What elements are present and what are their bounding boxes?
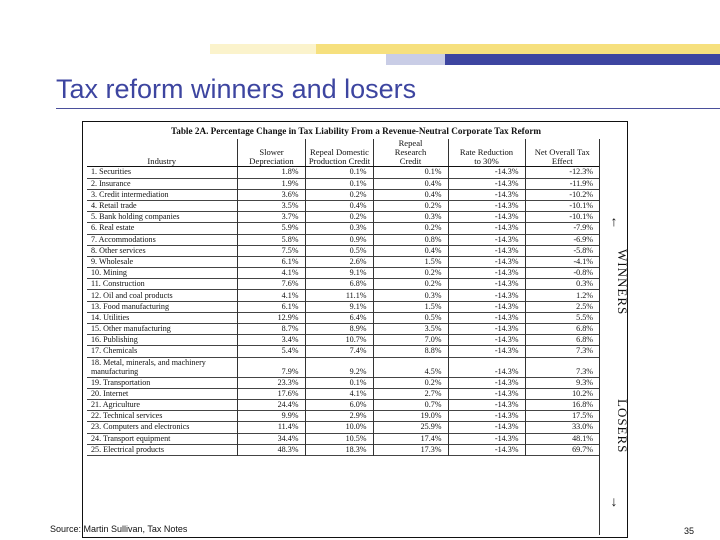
cell-net-overall: -5.8% — [573, 245, 593, 255]
cell-slower-depreciation: 3.5% — [237, 200, 305, 211]
cell-repeal-research: 0.8% — [373, 234, 448, 245]
cell-repeal-domestic: 0.2% — [305, 189, 373, 200]
table-row — [87, 245, 599, 256]
cell-industry: 9. Wholesale — [87, 256, 237, 267]
header-repeal-domestic: Repeal Domestic Production Credit — [305, 139, 373, 167]
cell-repeal-research: 0.5% — [373, 312, 448, 323]
table-row — [87, 422, 599, 433]
cell-industry: 20. Internet — [87, 388, 237, 399]
cell-slower-depreciation: 23.3% — [237, 377, 305, 388]
cell-repeal-domestic: 0.4% — [305, 200, 373, 211]
cell-industry: 12. Oil and coal products — [87, 290, 237, 301]
cell-repeal-domestic: 0.5% — [305, 245, 373, 256]
cell-slower-depreciation: 34.4% — [237, 433, 305, 444]
cell-rate-reduction: -14.3% — [448, 200, 525, 211]
cell-repeal-research: 0.2% — [373, 200, 448, 211]
cell-repeal-domestic: 6.8% — [305, 279, 373, 290]
cell-industry: 1. Securities — [87, 167, 237, 178]
cell-repeal-domestic: 18.3% — [305, 444, 373, 455]
cell-rate-reduction: -14.3% — [448, 346, 525, 357]
cell-industry: 6. Real estate — [87, 223, 237, 234]
cell-industry: 15. Other manufacturing — [87, 324, 237, 335]
cell-slower-depreciation: 1.9% — [237, 178, 305, 189]
cell-repeal-research: 0.3% — [373, 212, 448, 223]
cell-repeal-research: 0.4% — [373, 245, 448, 256]
cell-repeal-domestic: 9.2% — [305, 357, 373, 377]
title-underline — [56, 108, 720, 109]
cell-rate-reduction: -14.3% — [448, 377, 525, 388]
cell-repeal-domestic: 10.0% — [305, 422, 373, 433]
cell-rate-reduction: -14.3% — [448, 234, 525, 245]
cell-net-overall: -10.2% — [569, 189, 593, 199]
cell-industry: 14. Utilities — [87, 312, 237, 323]
cell-industry: 18. Metal, minerals, and machinery manufacturing — [87, 357, 237, 377]
cell-industry: 16. Publishing — [87, 335, 237, 346]
cell-rate-reduction: -14.3% — [448, 178, 525, 189]
arrow-up-icon: ↑ — [610, 213, 618, 229]
slide-title: Tax reform winners and losers — [56, 74, 417, 104]
table-row — [87, 411, 599, 422]
cell-net-overall: -0.8% — [573, 268, 593, 278]
cell-net-overall: -11.9% — [569, 178, 593, 188]
cell-slower-depreciation: 1.8% — [237, 167, 305, 178]
cell-net-overall: 6.8% — [576, 324, 593, 334]
cell-rate-reduction: -14.3% — [448, 357, 525, 377]
cell-net-overall: 16.8% — [572, 400, 593, 410]
table-row — [87, 268, 599, 279]
cell-rate-reduction: -14.3% — [448, 388, 525, 399]
cell-slower-depreciation: 8.7% — [237, 324, 305, 335]
table-row — [87, 223, 599, 234]
cell-rate-reduction: -14.3% — [448, 399, 525, 410]
cell-industry: 19. Transportation — [87, 377, 237, 388]
cell-repeal-research: 1.5% — [373, 301, 448, 312]
cell-net-overall: 2.5% — [576, 301, 593, 311]
cell-rate-reduction: -14.3% — [448, 290, 525, 301]
cell-rate-reduction: -14.3% — [448, 433, 525, 444]
cell-repeal-research: 2.7% — [373, 388, 448, 399]
table-row — [87, 189, 599, 200]
table-row — [87, 388, 599, 399]
cell-net-overall: -4.1% — [573, 256, 593, 266]
cell-repeal-research: 0.7% — [373, 399, 448, 410]
cell-net-overall: 10.2% — [572, 388, 593, 398]
tax-table-figure — [82, 121, 628, 538]
cell-rate-reduction: -14.3% — [448, 268, 525, 279]
table-row — [87, 357, 599, 377]
cell-rate-reduction: -14.3% — [448, 324, 525, 335]
cell-net-overall: 0.3% — [576, 279, 593, 289]
cell-slower-depreciation: 5.9% — [237, 223, 305, 234]
table-row — [87, 346, 599, 357]
cell-slower-depreciation: 7.6% — [237, 279, 305, 290]
cell-slower-depreciation: 4.1% — [237, 290, 305, 301]
table-row — [87, 290, 599, 301]
cell-rate-reduction: -14.3% — [448, 256, 525, 267]
cell-net-overall: 69.7% — [572, 444, 593, 454]
cell-repeal-research: 17.4% — [373, 433, 448, 444]
table-row — [87, 234, 599, 245]
cell-slower-depreciation: 48.3% — [237, 444, 305, 455]
cell-rate-reduction: -14.3% — [448, 444, 525, 455]
cell-repeal-research: 4.5% — [373, 357, 448, 377]
cell-industry: 10. Mining — [87, 268, 237, 279]
cell-slower-depreciation: 17.6% — [237, 388, 305, 399]
cell-net-overall: 6.8% — [576, 335, 593, 345]
header-decoration-pale — [210, 44, 320, 54]
table-row — [87, 312, 599, 323]
cell-net-overall: -6.9% — [573, 234, 593, 244]
cell-slower-depreciation: 11.4% — [237, 422, 305, 433]
cell-repeal-domestic: 0.9% — [305, 234, 373, 245]
cell-net-overall: 17.5% — [572, 411, 593, 421]
cell-rate-reduction: -14.3% — [448, 223, 525, 234]
cell-industry: 3. Credit intermediation — [87, 189, 237, 200]
cell-industry: 7. Accommodations — [87, 234, 237, 245]
cell-repeal-domestic: 6.0% — [305, 399, 373, 410]
cell-slower-depreciation: 5.4% — [237, 346, 305, 357]
cell-repeal-research: 19.0% — [373, 411, 448, 422]
table-row — [87, 335, 599, 346]
cell-repeal-domestic: 2.6% — [305, 256, 373, 267]
table-row — [87, 433, 599, 444]
winners-label: WINNERS — [615, 249, 630, 316]
cell-repeal-research: 0.1% — [373, 167, 448, 178]
cell-repeal-domestic: 0.1% — [305, 167, 373, 178]
cell-net-overall: 7.3% — [576, 366, 593, 376]
cell-repeal-research: 8.8% — [373, 346, 448, 357]
cell-repeal-domestic: 0.2% — [305, 212, 373, 223]
cell-repeal-research: 0.2% — [373, 268, 448, 279]
cell-repeal-research: 0.3% — [373, 290, 448, 301]
cell-net-overall: 7.3% — [576, 346, 593, 356]
header-decoration-navy — [445, 54, 720, 65]
table-row — [87, 212, 599, 223]
cell-net-overall: -10.1% — [569, 201, 593, 211]
cell-repeal-research: 0.2% — [373, 377, 448, 388]
cell-rate-reduction: -14.3% — [448, 312, 525, 323]
cell-repeal-research: 0.2% — [373, 223, 448, 234]
cell-industry: 11. Construction — [87, 279, 237, 290]
table-row — [87, 377, 599, 388]
cell-industry: 13. Food manufacturing — [87, 301, 237, 312]
cell-net-overall: 1.2% — [576, 290, 593, 300]
table-row — [87, 444, 599, 455]
cell-net-overall: 9.3% — [576, 377, 593, 387]
cell-net-overall: -7.9% — [573, 223, 593, 233]
cell-slower-depreciation: 5.8% — [237, 234, 305, 245]
cell-industry: 17. Chemicals — [87, 346, 237, 357]
table-row — [87, 399, 599, 410]
cell-slower-depreciation: 4.1% — [237, 268, 305, 279]
cell-slower-depreciation: 24.4% — [237, 399, 305, 410]
cell-rate-reduction: -14.3% — [448, 167, 525, 178]
cell-repeal-domestic: 6.4% — [305, 312, 373, 323]
cell-repeal-research: 0.4% — [373, 189, 448, 200]
table-row — [87, 301, 599, 312]
cell-repeal-research: 0.2% — [373, 279, 448, 290]
cell-repeal-research: 7.0% — [373, 335, 448, 346]
header-rate-reduction: Rate Reduction to 30% — [448, 139, 525, 167]
cell-slower-depreciation: 12.9% — [237, 312, 305, 323]
cell-repeal-domestic: 0.1% — [305, 178, 373, 189]
cell-repeal-domestic: 4.1% — [305, 388, 373, 399]
cell-rate-reduction: -14.3% — [448, 212, 525, 223]
cell-repeal-research: 17.3% — [373, 444, 448, 455]
cell-net-overall: 5.5% — [576, 312, 593, 322]
cell-rate-reduction: -14.3% — [448, 335, 525, 346]
cell-repeal-domestic: 9.1% — [305, 301, 373, 312]
cell-repeal-domestic: 9.1% — [305, 268, 373, 279]
cell-slower-depreciation: 6.1% — [237, 301, 305, 312]
cell-industry: 24. Transport equipment — [87, 433, 237, 444]
cell-slower-depreciation: 3.4% — [237, 335, 305, 346]
table-caption: Table 2A. Percentage Change in Tax Liability From a Revenue-Neutral Corporate Tax Reform — [170, 126, 542, 136]
tax-liability-table — [87, 139, 599, 456]
cell-industry: 8. Other services — [87, 245, 237, 256]
cell-repeal-domestic: 10.5% — [305, 433, 373, 444]
cell-rate-reduction: -14.3% — [448, 245, 525, 256]
table-row — [87, 167, 599, 178]
cell-rate-reduction: -14.3% — [448, 411, 525, 422]
cell-repeal-research: 3.5% — [373, 324, 448, 335]
cell-industry: 5. Bank holding companies — [87, 212, 237, 223]
cell-repeal-domestic: 8.9% — [305, 324, 373, 335]
cell-repeal-research: 1.5% — [373, 256, 448, 267]
cell-repeal-research: 0.4% — [373, 178, 448, 189]
cell-repeal-domestic: 0.3% — [305, 223, 373, 234]
cell-net-overall: -10.1% — [569, 212, 593, 222]
table-header-row — [87, 139, 599, 167]
cell-repeal-domestic: 7.4% — [305, 346, 373, 357]
cell-slower-depreciation: 7.9% — [237, 357, 305, 377]
cell-industry: 2. Insurance — [87, 178, 237, 189]
source-note: Source: Martin Sullivan, Tax Notes — [50, 524, 188, 534]
cell-slower-depreciation: 3.7% — [237, 212, 305, 223]
cell-slower-depreciation: 6.1% — [237, 256, 305, 267]
cell-industry: 23. Computers and electronics — [87, 422, 237, 433]
cell-industry: 4. Retail trade — [87, 200, 237, 211]
arrow-down-icon: ↓ — [610, 493, 618, 509]
header-decoration-gold — [316, 44, 720, 54]
header-repeal-research: Repeal Research Credit — [373, 139, 448, 167]
header-slower-depreciation: Slower Depreciation — [237, 139, 305, 167]
cell-industry: 25. Electrical products — [87, 444, 237, 455]
cell-rate-reduction: -14.3% — [448, 189, 525, 200]
cell-repeal-domestic: 11.1% — [305, 290, 373, 301]
cell-industry: 21. Agriculture — [87, 399, 237, 410]
cell-industry: 22. Technical services — [87, 411, 237, 422]
winners-losers-sidebar — [599, 139, 628, 535]
cell-slower-depreciation: 3.6% — [237, 189, 305, 200]
cell-rate-reduction: -14.3% — [448, 279, 525, 290]
cell-slower-depreciation: 9.9% — [237, 411, 305, 422]
cell-repeal-domestic: 2.9% — [305, 411, 373, 422]
cell-rate-reduction: -14.3% — [448, 301, 525, 312]
cell-net-overall: 33.0% — [572, 422, 593, 432]
cell-net-overall: -12.3% — [569, 167, 593, 177]
table-row — [87, 200, 599, 211]
losers-label: LOSERS — [615, 399, 630, 454]
header-net-overall: Net Overall Tax Effect — [525, 139, 599, 167]
table-row — [87, 279, 599, 290]
page-number: 35 — [684, 526, 695, 536]
cell-net-overall: 48.1% — [572, 433, 593, 443]
cell-repeal-research: 25.9% — [373, 422, 448, 433]
cell-repeal-domestic: 10.7% — [305, 335, 373, 346]
table-row — [87, 178, 599, 189]
table-row — [87, 256, 599, 267]
header-industry: Industry — [87, 139, 237, 167]
table-row — [87, 324, 599, 335]
cell-repeal-domestic: 0.1% — [305, 377, 373, 388]
cell-slower-depreciation: 7.5% — [237, 245, 305, 256]
cell-rate-reduction: -14.3% — [448, 422, 525, 433]
